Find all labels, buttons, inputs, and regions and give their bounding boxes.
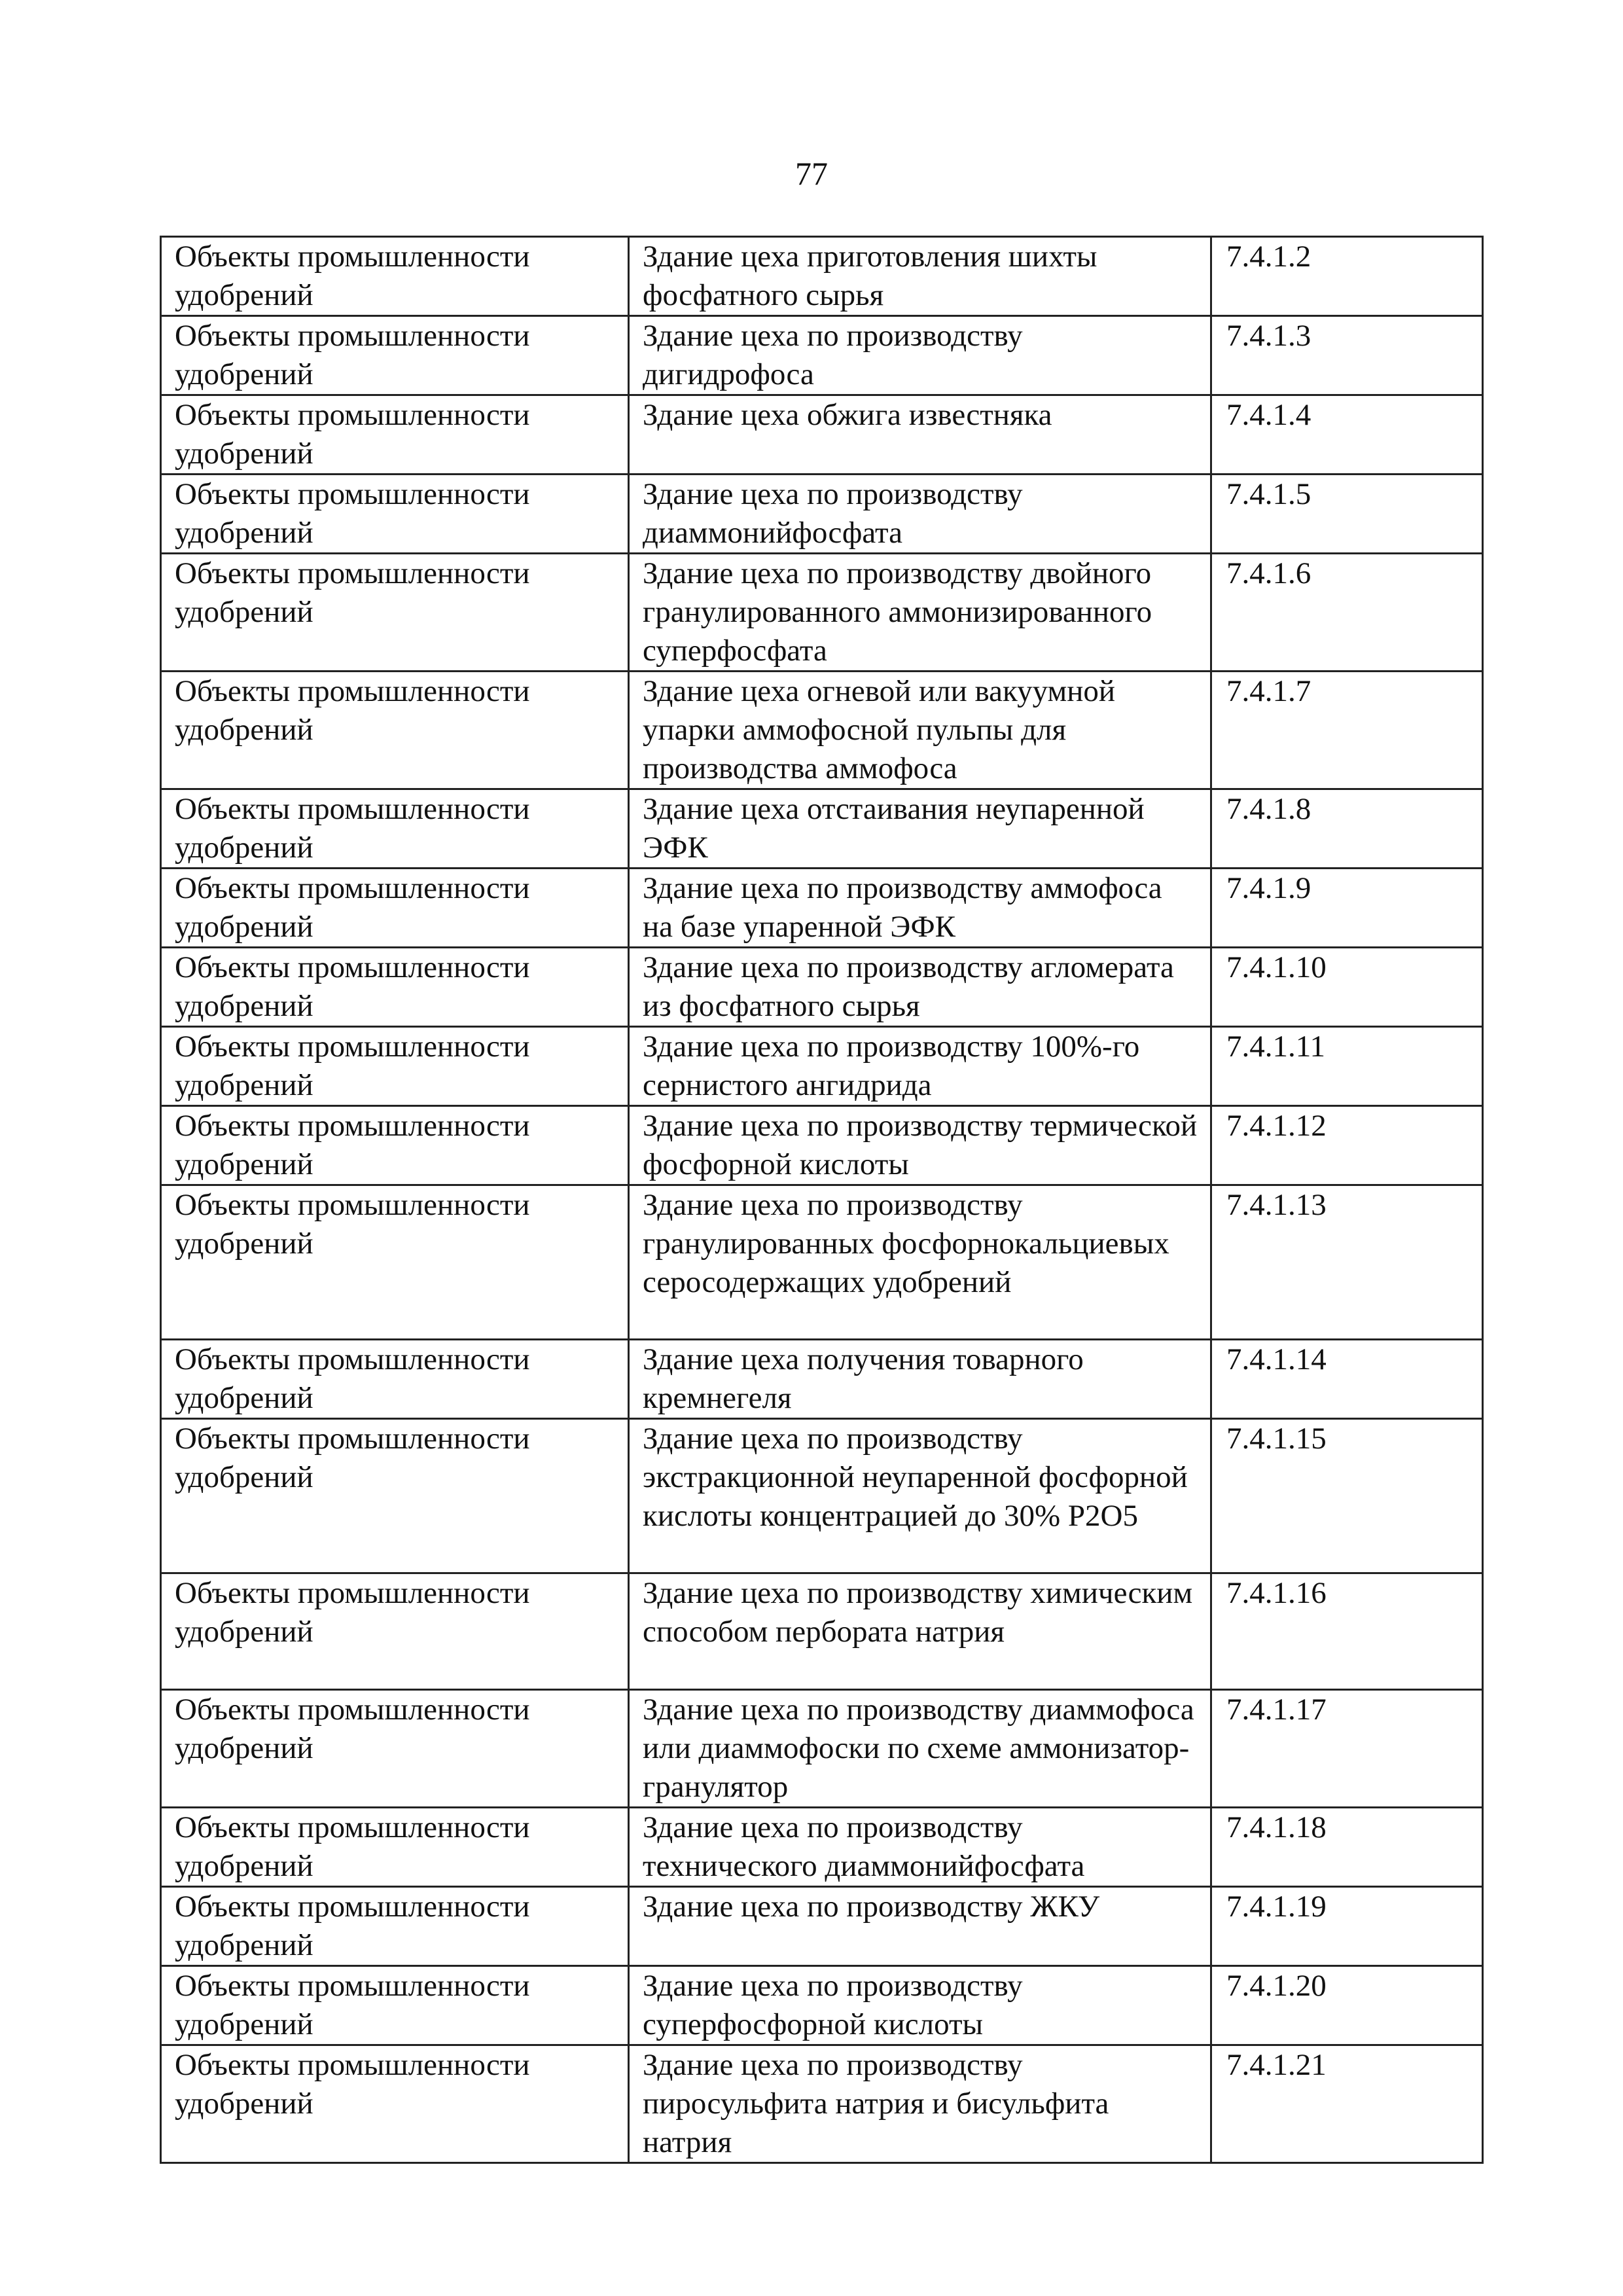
category-cell: Объекты промышленности удобрений <box>161 2045 629 2163</box>
code-cell: 7.4.1.14 <box>1211 1340 1483 1419</box>
building-cell: Здание цеха по производству суперфосфорной кислоты <box>629 1966 1211 2045</box>
code-cell: 7.4.1.6 <box>1211 554 1483 672</box>
category-cell: Объекты промышленности удобрений <box>161 237 629 316</box>
category-cell: Объекты промышленности удобрений <box>161 1887 629 1966</box>
building-cell: Здание цеха по производству агломерата из фосфатного сырья <box>629 948 1211 1027</box>
code-cell: 7.4.1.8 <box>1211 789 1483 869</box>
building-cell: Здание цеха по производству пиросульфита натрия и бисульфита натрия <box>629 2045 1211 2163</box>
building-cell: Здание цеха огневой или вакуумной упарки аммофосной пульпы для производства аммофоса <box>629 672 1211 789</box>
category-cell: Объекты промышленности удобрений <box>161 316 629 395</box>
building-cell: Здание цеха отстаивания неупаренной ЭФК <box>629 789 1211 869</box>
classification-table <box>160 236 1484 2164</box>
table-row <box>161 2045 1483 2163</box>
code-cell: 7.4.1.11 <box>1211 1027 1483 1106</box>
category-cell: Объекты промышленности удобрений <box>161 1690 629 1808</box>
table-row <box>161 948 1483 1027</box>
code-cell: 7.4.1.19 <box>1211 1887 1483 1966</box>
table-row <box>161 789 1483 869</box>
table-row <box>161 1027 1483 1106</box>
building-cell: Здание цеха по производству диаммофоса или диаммофоски по схеме аммонизатор-гранулятор <box>629 1690 1211 1808</box>
table-body <box>161 237 1483 2163</box>
building-cell: Здание цеха по производству диаммонийфосфата <box>629 475 1211 554</box>
building-cell: Здание цеха по производству двойного гранулированного аммонизированного суперфосфата <box>629 554 1211 672</box>
category-cell: Объекты промышленности удобрений <box>161 1340 629 1419</box>
code-cell: 7.4.1.15 <box>1211 1419 1483 1573</box>
code-cell: 7.4.1.9 <box>1211 869 1483 948</box>
building-cell: Здание цеха по производству гранулированных фосфорнокальциевых серосодержащих удобрений <box>629 1185 1211 1340</box>
building-cell: Здание цеха по производству 100%-го сернистого ангидрида <box>629 1027 1211 1106</box>
code-cell: 7.4.1.4 <box>1211 395 1483 475</box>
building-cell: Здание цеха по производству аммофоса на базе упаренной ЭФК <box>629 869 1211 948</box>
code-cell: 7.4.1.21 <box>1211 2045 1483 2163</box>
code-cell: 7.4.1.16 <box>1211 1573 1483 1690</box>
table-row <box>161 1690 1483 1808</box>
table-row <box>161 316 1483 395</box>
table-row <box>161 1808 1483 1887</box>
code-cell: 7.4.1.18 <box>1211 1808 1483 1887</box>
code-cell: 7.4.1.7 <box>1211 672 1483 789</box>
building-cell: Здание цеха обжига известняка <box>629 395 1211 475</box>
table-row <box>161 395 1483 475</box>
table-row <box>161 1185 1483 1340</box>
table-row <box>161 237 1483 316</box>
table-row <box>161 1419 1483 1573</box>
code-cell: 7.4.1.12 <box>1211 1106 1483 1185</box>
category-cell: Объекты промышленности удобрений <box>161 1419 629 1573</box>
category-cell: Объекты промышленности удобрений <box>161 1573 629 1690</box>
category-cell: Объекты промышленности удобрений <box>161 1966 629 2045</box>
category-cell: Объекты промышленности удобрений <box>161 1027 629 1106</box>
code-cell: 7.4.1.3 <box>1211 316 1483 395</box>
building-cell: Здание цеха по производству термической фосфорной кислоты <box>629 1106 1211 1185</box>
page-number: 77 <box>795 155 828 192</box>
table-row <box>161 1573 1483 1690</box>
table-row <box>161 869 1483 948</box>
building-cell: Здание цеха по производству технического диаммонийфосфата <box>629 1808 1211 1887</box>
category-cell: Объекты промышленности удобрений <box>161 1185 629 1340</box>
category-cell: Объекты промышленности удобрений <box>161 869 629 948</box>
category-cell: Объекты промышленности удобрений <box>161 554 629 672</box>
building-cell: Здание цеха по производству экстракционной неупаренной фосфорной кислоты концентрацией до 30% Р2О5 <box>629 1419 1211 1573</box>
building-cell: Здание цеха по производству дигидрофоса <box>629 316 1211 395</box>
code-cell: 7.4.1.10 <box>1211 948 1483 1027</box>
table-row <box>161 475 1483 554</box>
code-cell: 7.4.1.13 <box>1211 1185 1483 1340</box>
building-cell: Здание цеха по производству химическим способом пербората натрия <box>629 1573 1211 1690</box>
table-row <box>161 1966 1483 2045</box>
building-cell: Здание цеха получения товарного кремнегеля <box>629 1340 1211 1419</box>
category-cell: Объекты промышленности удобрений <box>161 948 629 1027</box>
table-row <box>161 1340 1483 1419</box>
code-cell: 7.4.1.2 <box>1211 237 1483 316</box>
code-cell: 7.4.1.17 <box>1211 1690 1483 1808</box>
table-row <box>161 554 1483 672</box>
table-row <box>161 672 1483 789</box>
table-row <box>161 1106 1483 1185</box>
code-cell: 7.4.1.20 <box>1211 1966 1483 2045</box>
table-row <box>161 1887 1483 1966</box>
category-cell: Объекты промышленности удобрений <box>161 1106 629 1185</box>
category-cell: Объекты промышленности удобрений <box>161 1808 629 1887</box>
building-cell: Здание цеха по производству ЖКУ <box>629 1887 1211 1966</box>
category-cell: Объекты промышленности удобрений <box>161 395 629 475</box>
building-cell: Здание цеха приготовления шихты фосфатного сырья <box>629 237 1211 316</box>
code-cell: 7.4.1.5 <box>1211 475 1483 554</box>
category-cell: Объекты промышленности удобрений <box>161 475 629 554</box>
category-cell: Объекты промышленности удобрений <box>161 672 629 789</box>
category-cell: Объекты промышленности удобрений <box>161 789 629 869</box>
